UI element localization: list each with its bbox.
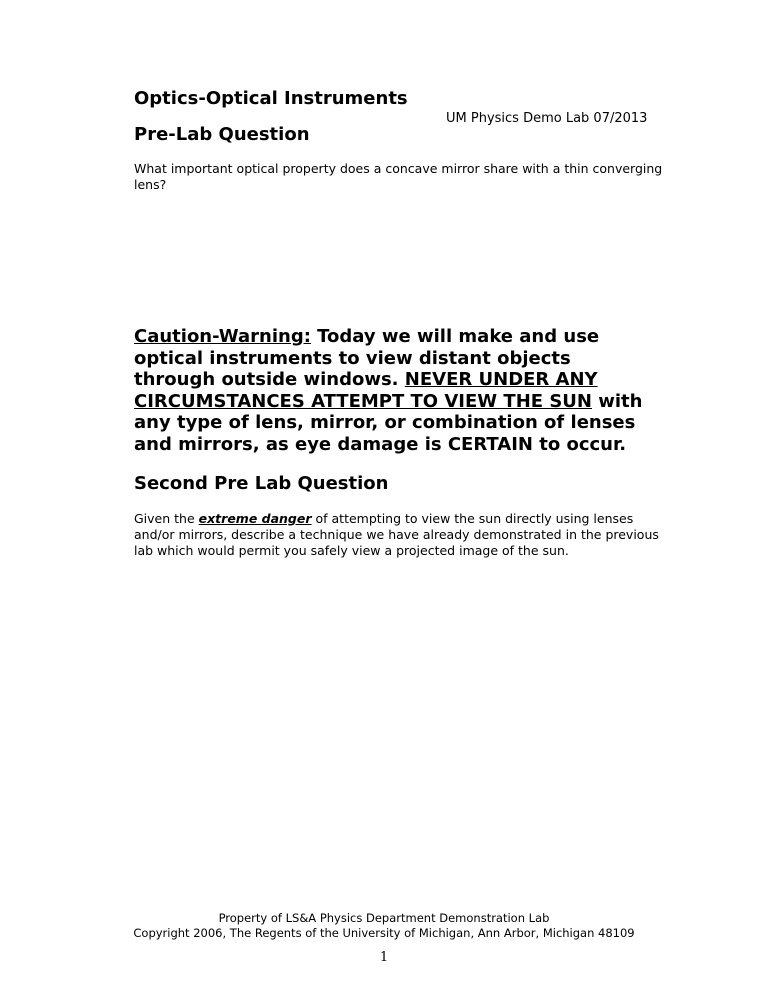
question2-before: Given the bbox=[134, 511, 199, 526]
caution-warning-paragraph bbox=[134, 326, 644, 455]
footer-property-line: Property of LS&A Physics Department Demonstration Lab bbox=[218, 911, 550, 925]
second-prelab-heading: Second Pre Lab Question bbox=[134, 473, 389, 494]
second-prelab-question-text bbox=[134, 511, 674, 559]
question2-after: of attempting to view the sun directly using lenses and/or mirrors, describe a technique we have already demonstrated in the previous lab which would permit you safely view a projected image of the sun. bbox=[134, 511, 659, 558]
page-number: 1 bbox=[379, 950, 389, 965]
footer-copyright-line: Copyright 2006, The Regents of the University of Michigan, Ann Arbor, Michigan 48109 bbox=[133, 926, 635, 940]
lab-header-date: UM Physics Demo Lab 07/2013 bbox=[446, 111, 648, 126]
prelab-heading: Pre-Lab Question bbox=[134, 124, 310, 145]
warning-emphasis: NEVER UNDER ANY CIRCUMSTANCES ATTEMPT TO VIEW THE SUN bbox=[134, 369, 598, 412]
warning-text-1: Today we will make and use optical instruments to view distant objects through outside windows. bbox=[134, 326, 600, 390]
caution-warning-label: Caution-Warning: bbox=[134, 326, 311, 347]
warning-text-2: with any type of lens, mirror, or combination of lenses and mirrors, as eye damage is CERTAIN to occur. bbox=[134, 390, 643, 455]
extreme-danger-emphasis: extreme danger bbox=[198, 511, 312, 526]
prelab-question-text: What important optical property does a concave mirror share with a thin converging lens? bbox=[134, 161, 663, 192]
document-title: Optics-Optical Instruments bbox=[134, 88, 408, 109]
